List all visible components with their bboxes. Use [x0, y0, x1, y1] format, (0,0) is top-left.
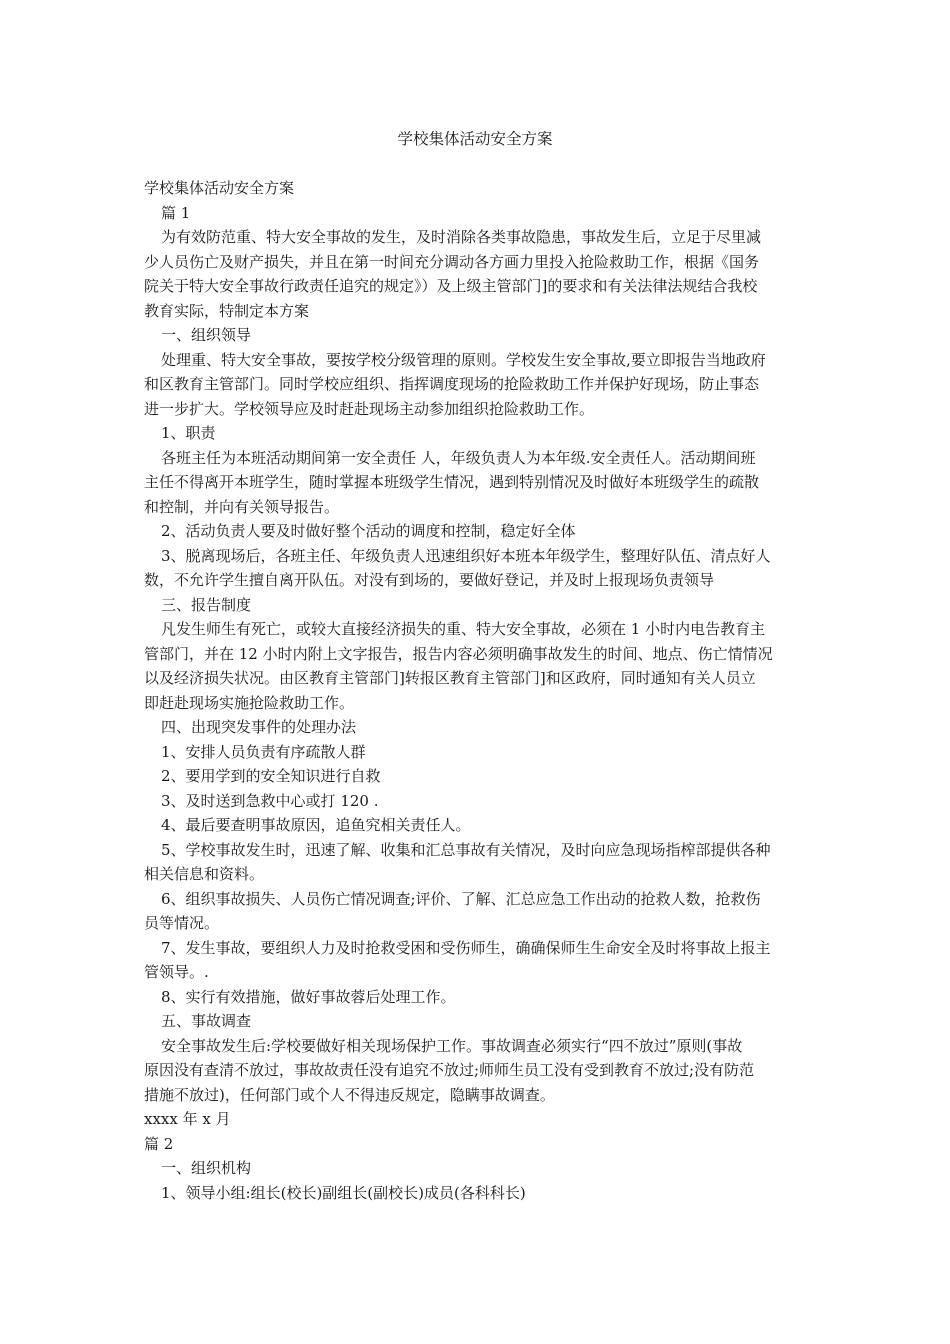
- text-line: 一、组织机构: [161, 1159, 252, 1177]
- text-line: 3、脱离现场后，各班主任、年级负责人迅速组织好本班本年级学生，整理好队伍、清点好人: [161, 546, 771, 565]
- text-line: 原因没有查清不放过，事故故责任没有追究不放过;师师生员工没有受到教育不放过;没有防范: [144, 1061, 755, 1079]
- text-line: 篇 1: [161, 203, 191, 222]
- text-line: 进一步扩大。学校领导应及时赶赴现场主动参加组织抢险救助工作。: [144, 399, 595, 418]
- text-line: 员等情况。: [144, 914, 220, 932]
- text-line: 1、职责: [161, 424, 216, 442]
- text-line: xxxx 年 x 月: [144, 1110, 231, 1128]
- text-line: 学校集体活动安全方案: [144, 179, 295, 197]
- text-line: 教育实际，特制定本方案: [144, 301, 310, 320]
- text-line: 各班主任为本班活动期间第一安全责任 人，年级负责人为本年级.安全责任人。活动期间班: [161, 448, 756, 467]
- document-body: [144, 176, 809, 1205]
- document-title: 学校集体活动安全方案: [397, 130, 553, 148]
- text-line: 和区教育主管部门。同时学校应组织、指挥调度现场的抢险救助工作并保护好现场，防止事态: [144, 375, 760, 393]
- text-line: 三、报告制度: [161, 595, 252, 614]
- text-line: 篇 2: [144, 1134, 174, 1153]
- text-line: 主任不得离开本班学生，随时掌握本班级学生情况，遇到特别情况及时做好本班级学生的疏散: [144, 473, 760, 491]
- text-line: 4、最后要查明事故原因，追鱼究相关责任人。: [161, 816, 471, 834]
- text-line: 和控制，并向有关领导报告。: [144, 497, 340, 516]
- text-line: 措施不放过)，任何部门或个人不得违反规定，隐瞒事故调查。: [144, 1085, 555, 1104]
- text-line: 即赶赴现场实施抢险救助工作。: [144, 693, 355, 712]
- text-line: 处理重、特大安全事故，要按学校分级管理的原则。学校发生安全事故,要立即报告当地政府: [161, 350, 766, 369]
- text-line: 四、出现突发事件的处理办法: [161, 718, 357, 736]
- text-line: 6、组织事故损失、人员伤亡情况调查;评价、了解、汇总应急工作出动的抢救人数，抢救伤: [161, 889, 761, 908]
- text-line: 5、学校事故发生时，迅速了解、收集和汇总事故有关情况，及时向应急现场指榨部提供各种: [161, 840, 771, 859]
- text-line: 凡发生师生有死亡，或较大直接经济损失的重、特大安全事故，必须在 1 小时内电告教育主: [161, 620, 766, 638]
- text-line: 数，不允许学生擅自离开队伍。对没有到场的，要做好登记，并及时上报现场负责领导: [144, 571, 715, 589]
- text-line: 2、活动负责人要及时做好整个活动的调度和控制，稳定好全体: [161, 522, 576, 540]
- text-line: 1、安排人员负责有序疏散人群: [161, 742, 366, 761]
- text-line: 相关信息和资料。: [144, 865, 265, 883]
- text-line: 以及经济损失状况。由区教育主管部门]转报区教育主管部门]和区政府，同时通知有关人员立: [144, 669, 756, 687]
- text-line: 管领导。.: [144, 963, 209, 981]
- text-line: 管部门，并在 12 小时内附上文字报告，报告内容必须明确事故发生的时间、地点、伤亡情情况: [144, 644, 773, 663]
- text-line: 五、事故调查: [161, 1012, 252, 1030]
- text-line: 安全事故发生后:学校要做好相关现场保护工作。事故调查必须实行“四不放过”原则(事故: [161, 1036, 743, 1055]
- text-line: 3、及时送到急救中心或打 120 .: [161, 791, 379, 810]
- text-line: 2、要用学到的安全知识进行自救: [161, 767, 381, 785]
- text-line: 院关于特大安全事故行政责任追究的规定》）及上级主管部门]的要求和有关法律法规结合我校: [144, 277, 758, 295]
- text-line: 1、领导小组:组长(校长)副组长(副校长)成员(各科科长): [161, 1183, 526, 1202]
- text-line: 一、组织领导: [161, 326, 252, 344]
- text-line: 少人员伤亡及财产损失，并且在第一时间充分调动各方画力里投入抢险救助工作，根据《国务: [144, 252, 760, 271]
- text-line: 8、实行有效措施，做好事故蓉后处理工作。: [161, 987, 456, 1006]
- text-line: 7、发生事故，要组织人力及时抢救受困和受伤师生，确确保师生生命安全及时将事故上报主: [161, 938, 771, 957]
- text-line: 为有效防范重、特大安全事故的发生，及时消除各类事故隐患，事故发生后，立足于尽里减: [161, 228, 762, 246]
